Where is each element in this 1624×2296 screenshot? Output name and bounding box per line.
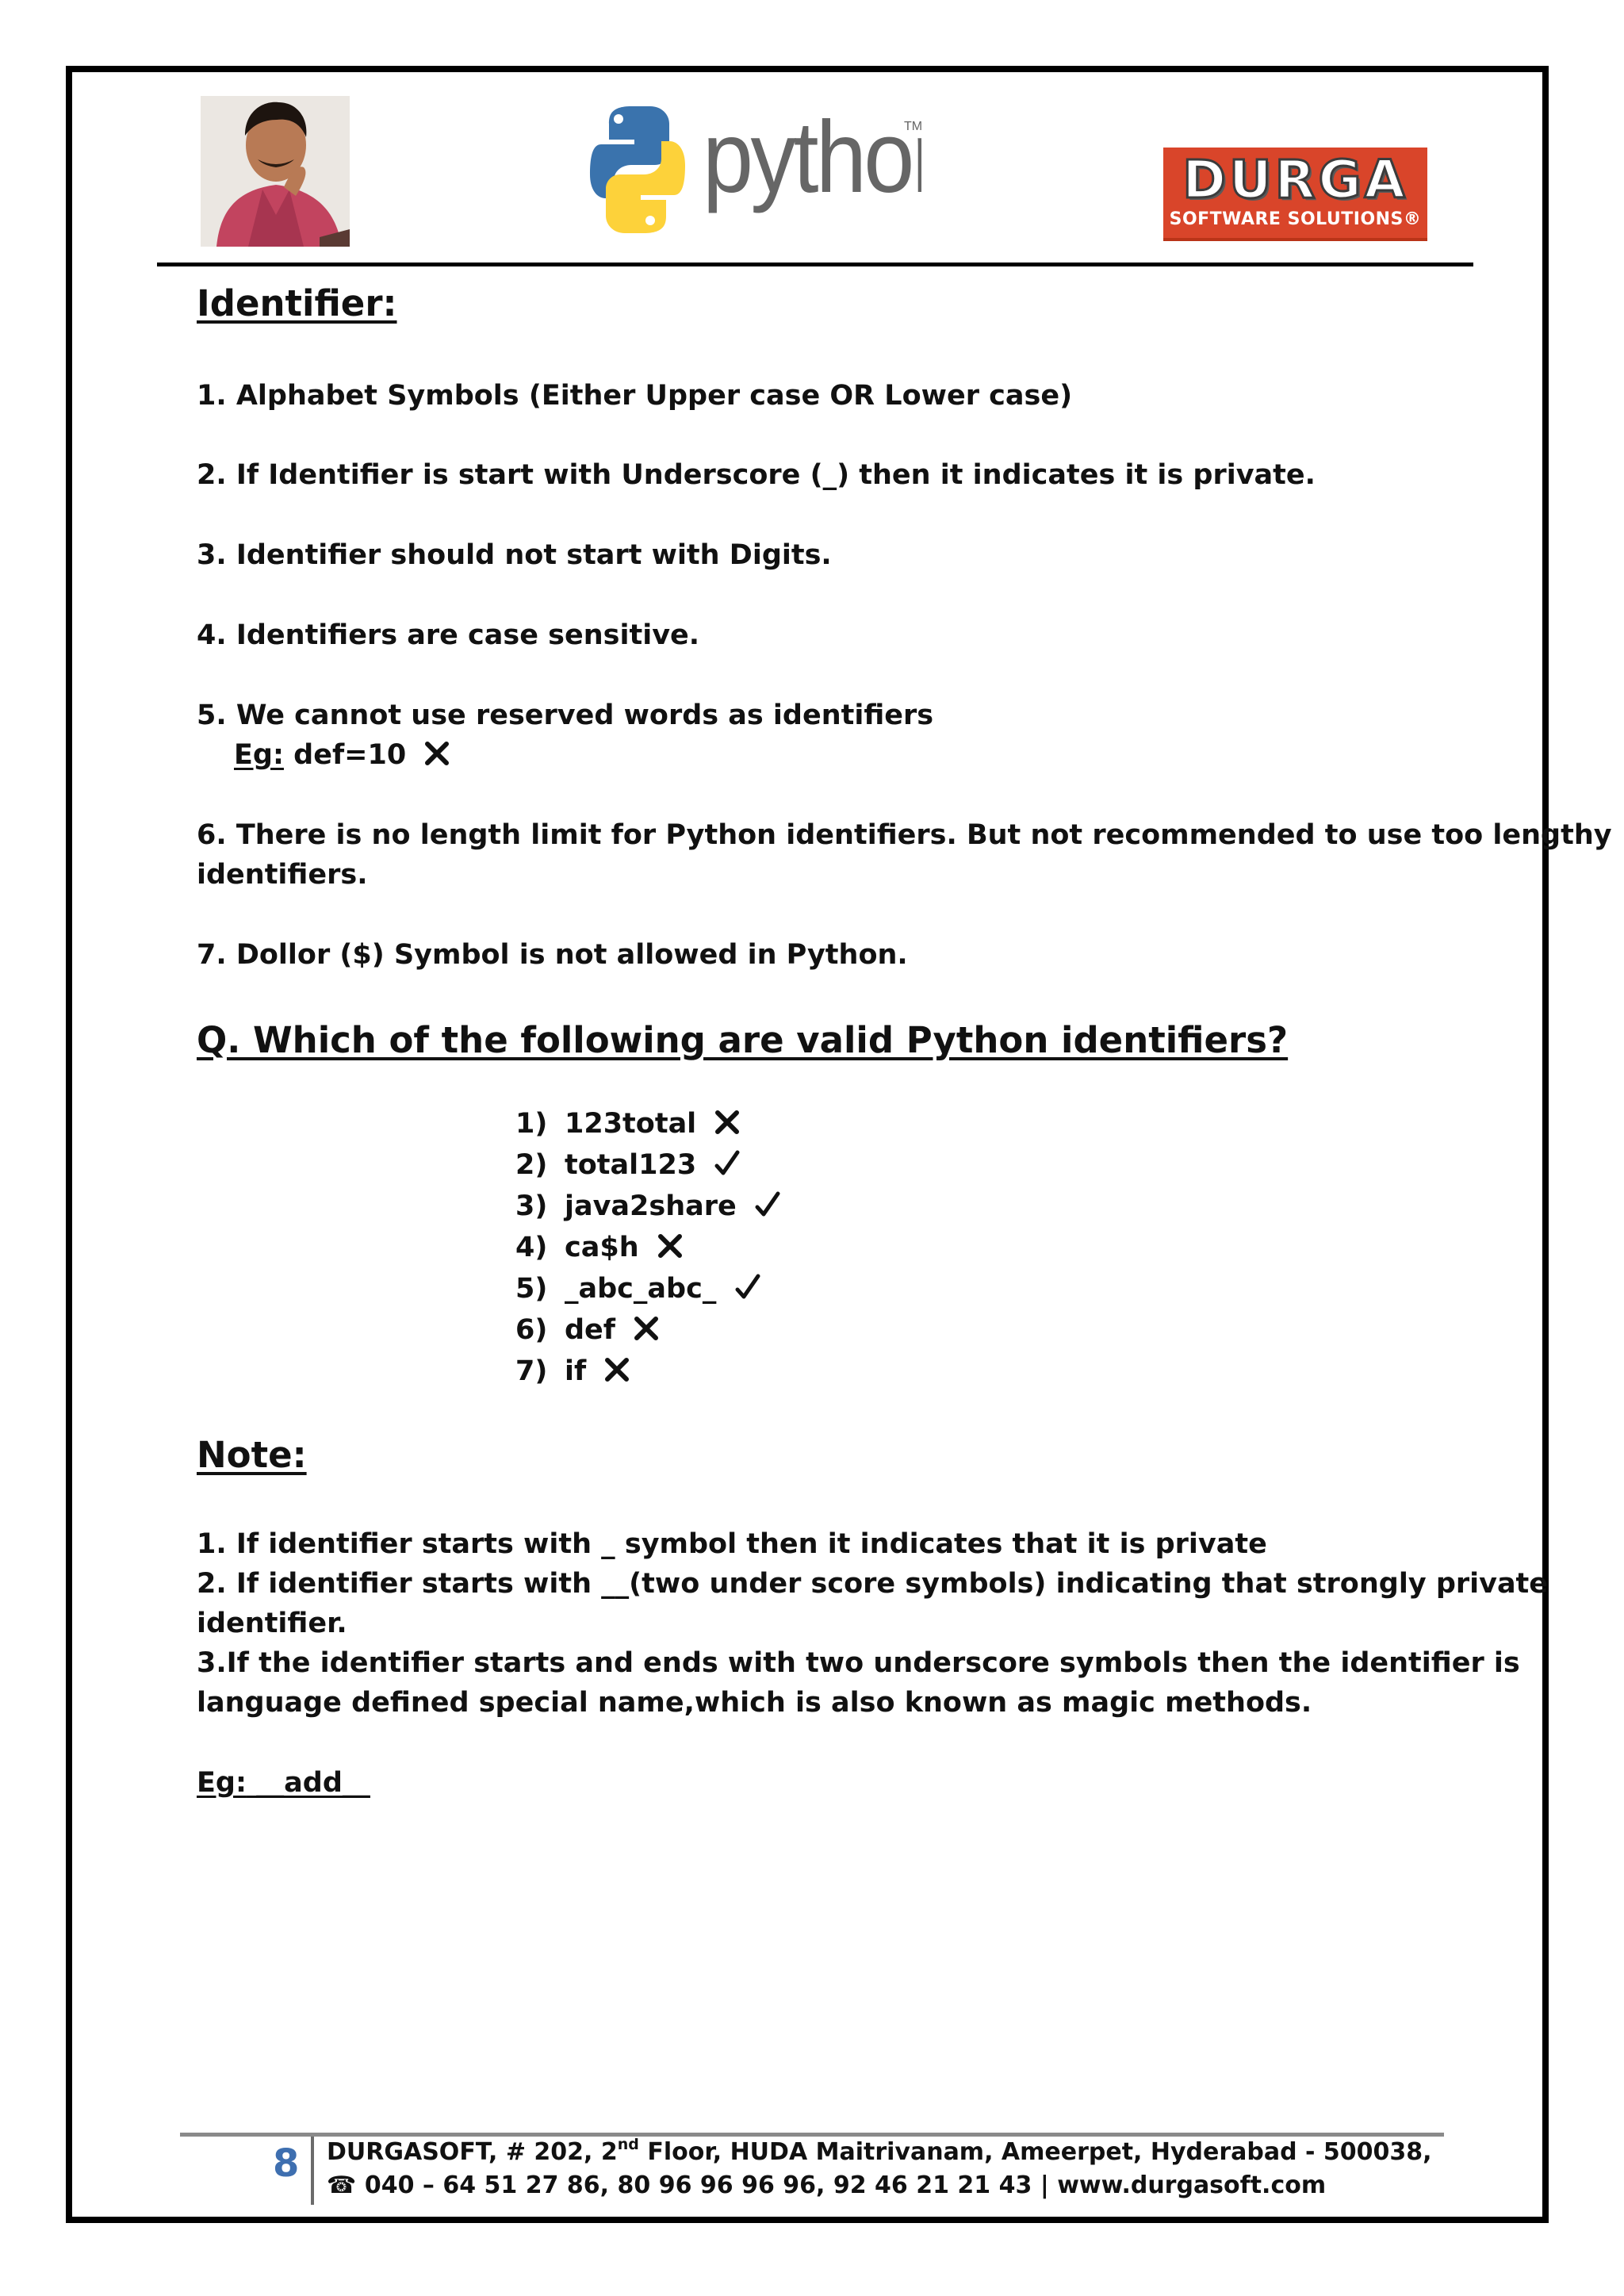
header-divider bbox=[157, 263, 1473, 266]
check-icon bbox=[754, 1191, 781, 1218]
list-item: 3) java2share bbox=[515, 1186, 781, 1226]
footer-address: DURGASOFT, # 202, 2nd Floor, HUDA Maitrivanam, Ameerpet, Hyderabad - 500038, bbox=[327, 2136, 1432, 2166]
question-heading: Q. Which of the following are valid Python identifiers? bbox=[197, 1019, 1289, 1061]
author-photo bbox=[201, 96, 350, 247]
check-icon bbox=[714, 1150, 741, 1177]
python-wordmark: pytho bbox=[703, 100, 912, 214]
identifier-rule-2: 2. If Identifier is start with Underscore (_) then it indicates it is private. bbox=[197, 459, 1316, 491]
cross-icon bbox=[633, 1315, 660, 1342]
python-logo bbox=[588, 98, 921, 241]
note-line-2: 2. If identifier starts with __(two under score symbols) indicating that strongly private bbox=[197, 1568, 1549, 1600]
durga-logo bbox=[1163, 148, 1427, 241]
check-icon bbox=[734, 1274, 761, 1301]
identifier-rule-3: 3. Identifier should not start with Digits. bbox=[197, 539, 832, 571]
page-number: 8 bbox=[273, 2141, 300, 2186]
note-line-2-cont: identifier. bbox=[197, 1608, 347, 1639]
cross-icon bbox=[714, 1109, 741, 1136]
list-item: 5) _abc_abc_ bbox=[515, 1269, 761, 1309]
list-item: 1) 123total bbox=[515, 1104, 741, 1144]
durga-logo-subtitle: SOFTWARE SOLUTIONS® bbox=[1169, 209, 1422, 229]
identifier-rule-7: 7. Dollor ($) Symbol is not allowed in Python. bbox=[197, 939, 908, 971]
cross-icon bbox=[657, 1232, 684, 1259]
note-heading: Note: bbox=[197, 1434, 307, 1476]
list-item: 7) if bbox=[515, 1351, 630, 1391]
python-snake-icon bbox=[590, 106, 685, 233]
identifier-rule-6-cont: identifiers. bbox=[197, 859, 368, 891]
python-tm: TM bbox=[904, 120, 921, 133]
phone-icon: ☎ bbox=[327, 2171, 357, 2199]
note-line-3: 3.If the identifier starts and ends with two underscore symbols then the identifier is bbox=[197, 1647, 1520, 1679]
cross-icon bbox=[423, 740, 450, 767]
footer-contact-text: 040 – 64 51 27 86, 80 96 96 96 96, 92 46 21 21 43 | www.durgasoft.com bbox=[356, 2171, 1327, 2199]
list-item: 6) def bbox=[515, 1310, 660, 1350]
note-line-3-cont: language defined special name,which is also known as magic methods. bbox=[197, 1687, 1312, 1719]
identifier-rule-5: 5. We cannot use reserved words as identifiers bbox=[197, 700, 934, 731]
identifier-example-label: Eg: bbox=[234, 739, 284, 771]
footer-contact bbox=[327, 2169, 1326, 2202]
list-item: 4) ca$h bbox=[515, 1228, 684, 1267]
identifier-rule-1: 1. Alphabet Symbols (Either Upper case OR Lower case) bbox=[197, 380, 1073, 412]
durga-logo-title: DURGA bbox=[1182, 149, 1408, 210]
identifier-example bbox=[234, 735, 450, 775]
identifier-rule-6: 6. There is no length limit for Python identifiers. But not recommended to use too lengthy bbox=[197, 819, 1612, 851]
note-example bbox=[197, 1763, 370, 1803]
identifier-example-value: def=10 bbox=[283, 739, 407, 771]
footer-separator bbox=[311, 2137, 314, 2205]
cross-icon bbox=[603, 1356, 630, 1383]
note-example-label: Eg: bbox=[197, 1767, 247, 1799]
list-item: 2) total123 bbox=[515, 1145, 741, 1185]
note-example-value: __add__ bbox=[246, 1767, 370, 1799]
identifier-heading: Identifier: bbox=[197, 282, 397, 324]
note-line-1: 1. If identifier starts with _ symbol then it indicates that it is private bbox=[197, 1528, 1267, 1560]
identifier-rule-4: 4. Identifiers are case sensitive. bbox=[197, 619, 700, 651]
